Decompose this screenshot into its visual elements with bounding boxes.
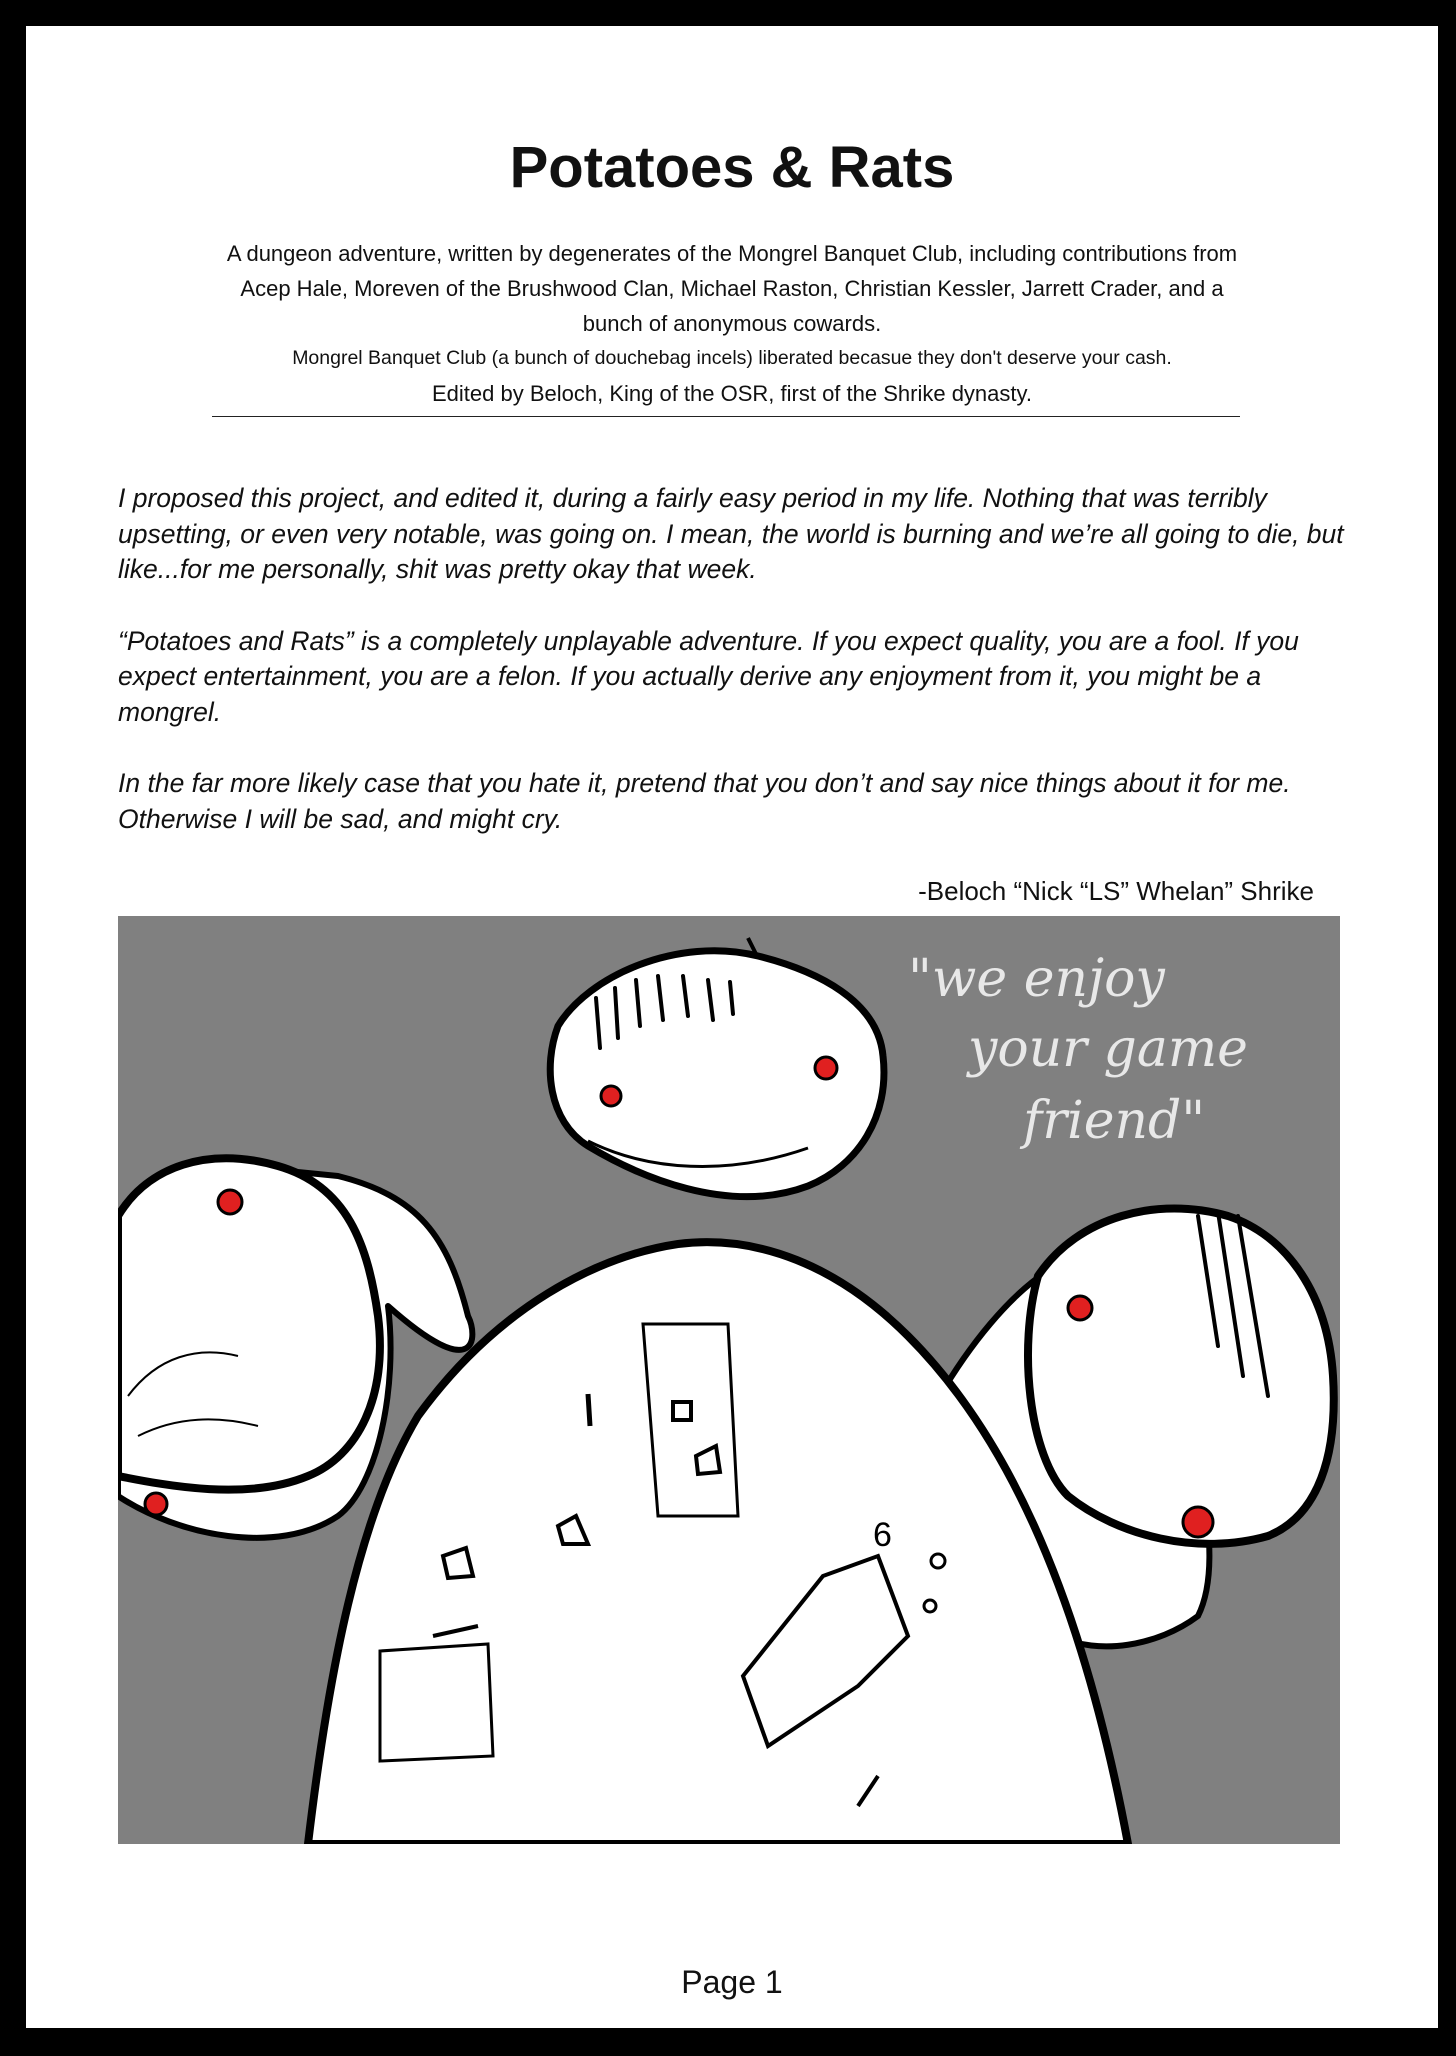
intro-paragraph: I proposed this project, and edited it, during a fairly easy period in my life. Nothing that was terribly upsetting, or even very notable, was going on. I mean, the world is burning and we’re all going to die, but like...for me personally, shit was pretty okay that week. [118, 483, 1344, 584]
page-number: Page 1 [681, 1964, 783, 2000]
caption-line: friend" [1023, 1091, 1206, 1151]
intro-paragraph: In the far more likely case that you hate it, pretend that you don’t and say nice things about it for me. Otherwise I will be sad, and might cry. [118, 768, 1291, 834]
rat-eye [601, 1086, 621, 1106]
rat-eye [815, 1057, 837, 1079]
credits-editor: Edited by Beloch, King of the OSR, first of the Shrike dynasty. [431, 381, 1032, 406]
page-title: Potatoes & Rats [509, 135, 955, 200]
document-page [26, 26, 1438, 2028]
rat-eye [1068, 1296, 1092, 1320]
credits-liberation-note: Mongrel Banquet Club (a bunch of douchebag incels) liberated becasue they don't deserve your cash. [292, 347, 1172, 369]
caption-line: your game [968, 1019, 1248, 1079]
intro-paragraph: “Potatoes and Rats” is a completely unplayable adventure. If you expect quality, you are a fool. If you expect entertainment, you are a felon. If you actually derive any enjoyment from it, you might be a mongrel. [118, 625, 1299, 727]
svg-text:6: 6 [873, 1516, 892, 1554]
rat-eye [218, 1190, 242, 1214]
rat-illustration [118, 916, 1340, 1844]
rat-eye [145, 1493, 167, 1515]
intro-text [118, 481, 1348, 873]
credits-authors: A dungeon adventure, written by degenerates of the Mongrel Banquet Club, including contributions from Acep Hale, Moreven of the Brushwood Clan, Michael Raston, Christian Kessler, Jarrett Crader, and a bunch of anonymous cowards. [226, 241, 1238, 336]
divider-line [212, 416, 1240, 417]
signature: -Beloch “Nick “LS” Whelan” Shrike [918, 876, 1314, 906]
credits-block [226, 236, 1238, 411]
caption-line: "we enjoy [908, 949, 1165, 1009]
rat-eye [1183, 1507, 1213, 1537]
